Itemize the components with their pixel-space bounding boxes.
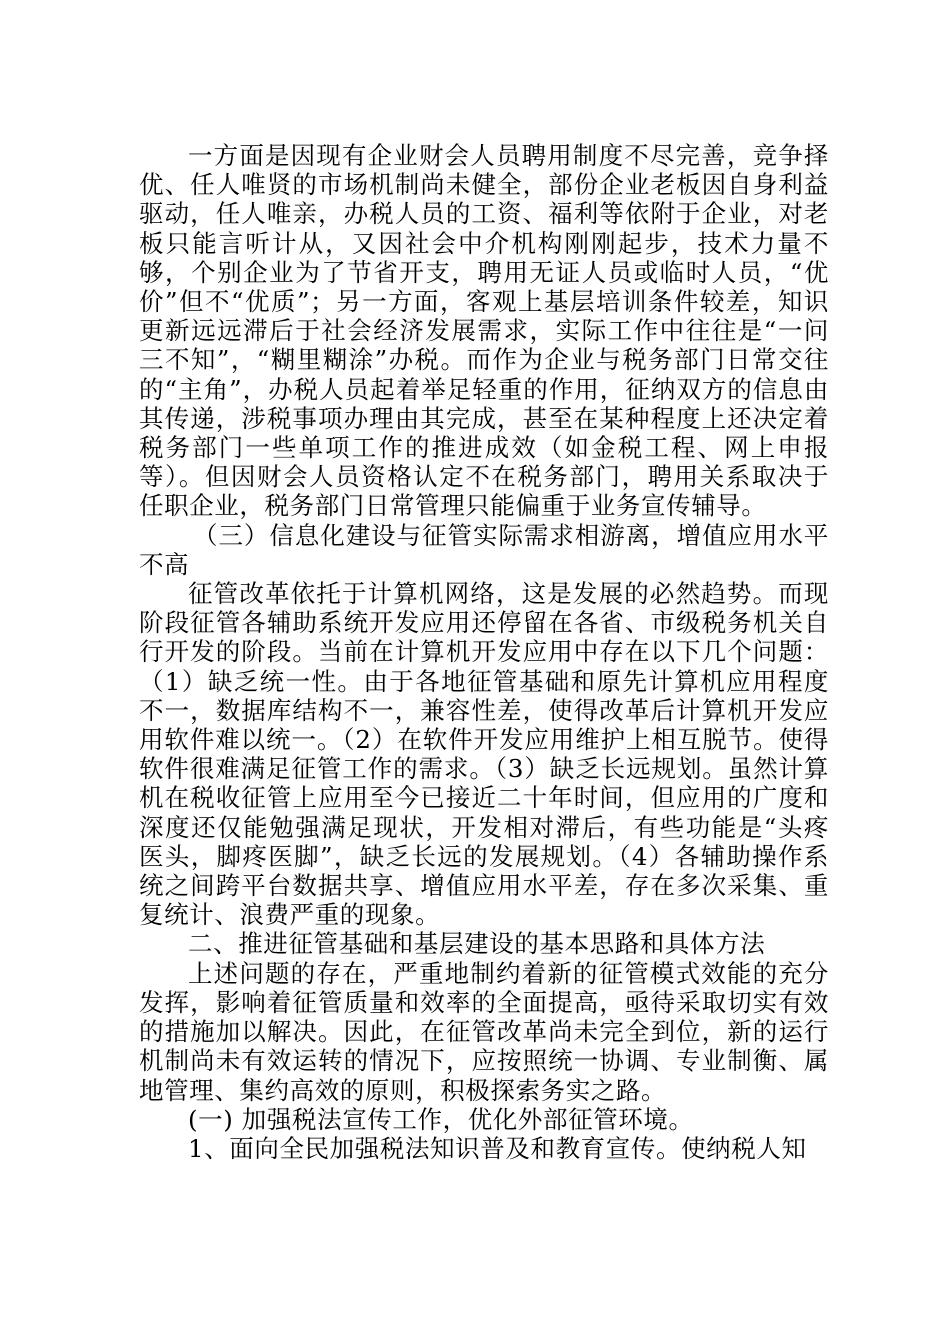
body-paragraph: 一方面是因现有企业财会人员聘用制度不尽完善，竞争择优、任人唯贤的市场机制尚未健全，部份企业老板因自身利益驱动，任人唯亲，办税人员的工资、福利等依附于企业，对老板只能言听计从，又因社会中介机构刚刚起步，技术力量不够，个别企业为了节省开支，聘用无证人员或临时人员，“优价”但不“优质”；另一方面，客观上基层培训条件较差，知识更新远远滞后于社会经济发展需求，实际工作中往往是“一问三不知”，“糊里糊涂”办税。而作为企业与税务部门日常交往的“主角”，办税人员起着举足轻重的作用，征纳双方的信息由其传递，涉税事项办理由其完成，甚至在某种程度上还决定着税务部门一些单项工作的推进成效（如金税工程、网上申报等）。但因财会人员资格认定不在税务部门，聘用关系取决于任职企业，税务部门日常管理只能偏重于业务宣传辅导。: [139, 141, 829, 521]
body-paragraph: 1、面向全民加强税法知识普及和教育宣传。使纳税人知: [188, 1133, 807, 1163]
section-heading: 二、推进征管基础和基层建设的基本思路和具体方法: [188, 929, 766, 959]
section-heading: （三）信息化建设与征管实际需求相游离，增值应用水平不高: [139, 520, 829, 579]
body-paragraph: 上述问题的存在，严重地制约着新的征管模式效能的充分发挥，影响着征管质量和效率的全面提高，亟待采取切实有效的措施加以解决。因此，在征管改革尚未完全到位，新的运行机制尚未有效运转的情况下，应按照统一协调、专业制衡、属地管理、集约高效的原则，积极探索务实之路。: [139, 958, 829, 1105]
subsection-heading: (一) 加强税法宣传工作，优化外部征管环境。: [188, 1104, 694, 1134]
body-paragraph: 征管改革依托于计算机网络，这是发展的必然趋势。而现阶段征管各辅助系统开发应用还停留在各省、市级税务机关自行开发的阶段。当前在计算机开发应用中存在以下几个问题：（1）缺乏统一性。由于各地征管基础和原先计算机应用程度不一，数据库结构不一，兼容性差，使得改革后计算机开发应用软件难以统一。（2）在软件开发应用维护上相互脱节。使得软件很难满足征管工作的需求。（3）缺乏长远规划。虽然计算机在税收征管上应用至今已接近二十年时间，但应用的广度和深度还仅能勉强满足现状，开发相对滞后，有些功能是“头疼医头，脚疼医脚”，缺乏长远的发展规划。（4）各辅助操作系统之间跨平台数据共享、增值应用水平差，存在多次采集、重复统计、浪费严重的现象。: [139, 579, 829, 930]
document-page: [139, 141, 829, 1163]
